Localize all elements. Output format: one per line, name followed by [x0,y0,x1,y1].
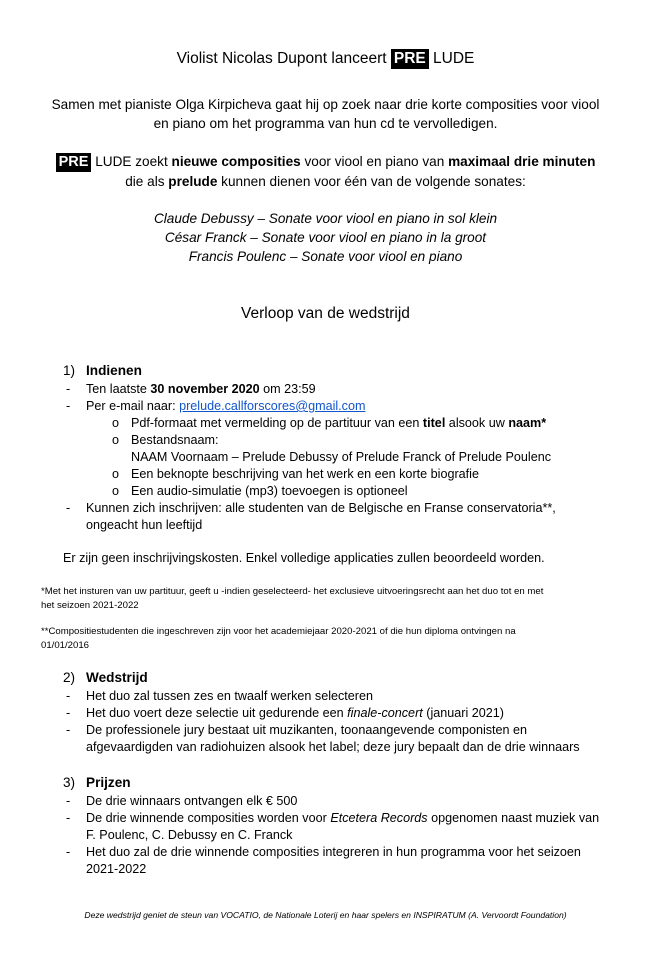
item-text: ongeacht hun leeftijd [86,518,203,532]
section-title: Indienen [86,363,142,378]
prelude-bold: nieuwe composities [171,154,301,169]
item-text: Pdf-formaat met vermelding op de partituur van een [131,416,423,430]
dash-bullet: - [66,723,71,737]
page-title [0,50,651,68]
item-italic: finale-concert [347,706,423,720]
item-text: Het duo zal tussen zes en twaalf werken selecteren [86,689,374,703]
lude-text: LUDE [91,154,132,169]
footnote-line: 01/01/2016 [41,640,90,651]
circle-bullet: o [112,433,120,447]
intro-paragraph [0,95,651,133]
section-number: 1) [63,363,76,378]
sonata-item: César Franck – Sonate voor viool en piano in la groot [164,230,487,245]
email-link[interactable]: prelude.callforscores@gmail.com [179,399,366,413]
prelude-bold: prelude [168,174,218,189]
item-text: Ten laatste [86,382,151,396]
dash-bullet: - [66,399,71,413]
prelude-bold: maximaal drie minuten [448,154,596,169]
item-text: 2021-2022 [86,862,147,876]
item-text: De drie winnaars ontvangen elk € 500 [86,794,298,808]
prelude-paragraph [0,152,651,192]
dash-bullet: - [66,794,71,808]
circle-bullet: o [112,416,120,430]
item-text: Een audio-simulatie (mp3) toevoegen is optioneel [131,484,408,498]
footnote-2 [41,625,621,653]
item-text: alsook uw [445,416,509,430]
intro-line-2: en piano om het programma van hun cd te vervolledigen. [153,116,498,131]
item-text: Het duo voert deze selectie uit gedurende een [86,706,348,720]
item-text: F. Poulenc, C. Debussy en C. Franck [86,828,293,842]
item-text: opgenomen naast muziek van [427,811,600,825]
dash-bullet: - [66,706,71,720]
footnote-line: het seizoen 2021-2022 [41,600,139,611]
item-bold: titel [422,416,446,430]
sonata-item: Francis Poulenc – Sonate voor viool en piano [188,249,463,264]
circle-bullet: o [112,484,120,498]
fees-note: Er zijn geen inschrijvingskosten. Enkel volledige applicaties zullen beoordeeld worden. [63,551,545,565]
pre-badge: PRE [56,153,92,172]
item-text: (januari 2021) [422,706,504,720]
dash-bullet: - [66,501,71,515]
dash-bullet: - [66,845,71,859]
section-number: 2) [63,670,76,685]
prelude-text: voor viool en piano van [300,154,449,169]
item-bold: naam* [508,416,547,430]
prelude-text: zoekt [131,154,172,169]
section-heading: Verloop van de wedstrijd [241,305,410,322]
item-italic: Etcetera Records [330,811,428,825]
intro-line-1: Samen met pianiste Olga Kirpicheva gaat hij op zoek naar drie korte composities voor viool [51,97,600,112]
footnote-line: **Compositiestudenten die ingeschreven zijn voor het academiejaar 2020-2021 of die hun diploma ontvingen na [41,626,516,637]
circle-bullet: o [112,467,120,481]
item-text: Een beknopte beschrijving van het werk en een korte biografie [131,467,479,481]
dash-bullet: - [66,811,71,825]
footnote-line: *Met het insturen van uw partituur, geeft u -indien geselecteerd- het exclusieve uitvoeringsrecht aan het duo tot en met [41,586,544,597]
prelude-line-2 [0,172,651,192]
section-title: Wedstrijd [86,670,148,685]
title-prefix: Violist Nicolas Dupont lanceert [176,50,391,67]
item-text: Het duo zal de drie winnende composities integreren in hun programma voor het seizoen [86,845,581,859]
prelude-text: kunnen dienen voor één van de volgende sonates: [217,174,526,189]
footer-note: Deze wedstrijd geniet de steun van VOCATIO, de Nationale Loterij en haar spelers en INSPIRATUM (A. Vervoordt Foundation) [84,910,567,920]
item-text: om 23:59 [259,382,316,396]
item-text: Kunnen zich inschrijven: alle studenten van de Belgische en Franse conservatoria**, [86,501,556,515]
item-text: Bestandsnaam: [131,433,219,447]
prelude-line-1 [0,152,651,172]
section-number: 3) [63,775,76,790]
dash-bullet: - [66,382,71,396]
item-text: Per e-mail naar: [86,399,180,413]
item-text: De drie winnende composities worden voor [86,811,331,825]
item-text: De professionele jury bestaat uit muzikanten, toonaangevende componisten en [86,723,528,737]
item-text: NAAM Voornaam – Prelude Debussy of Prelude Franck of Prelude Poulenc [131,450,552,464]
section-title: Prijzen [86,775,131,790]
item-text: afgevaardigden van radiohuizen alsook het label; deze jury bepaalt dan de drie winnaars [86,740,580,754]
pre-badge: PRE [391,49,429,69]
prelude-text: die als [125,174,169,189]
deadline-date: 30 november 2020 [150,382,260,396]
sonata-list [0,209,651,266]
footnote-1 [41,585,621,613]
sonata-item: Claude Debussy – Sonate voor viool en piano in sol klein [153,211,498,226]
dash-bullet: - [66,689,71,703]
title-suffix: LUDE [428,50,475,67]
